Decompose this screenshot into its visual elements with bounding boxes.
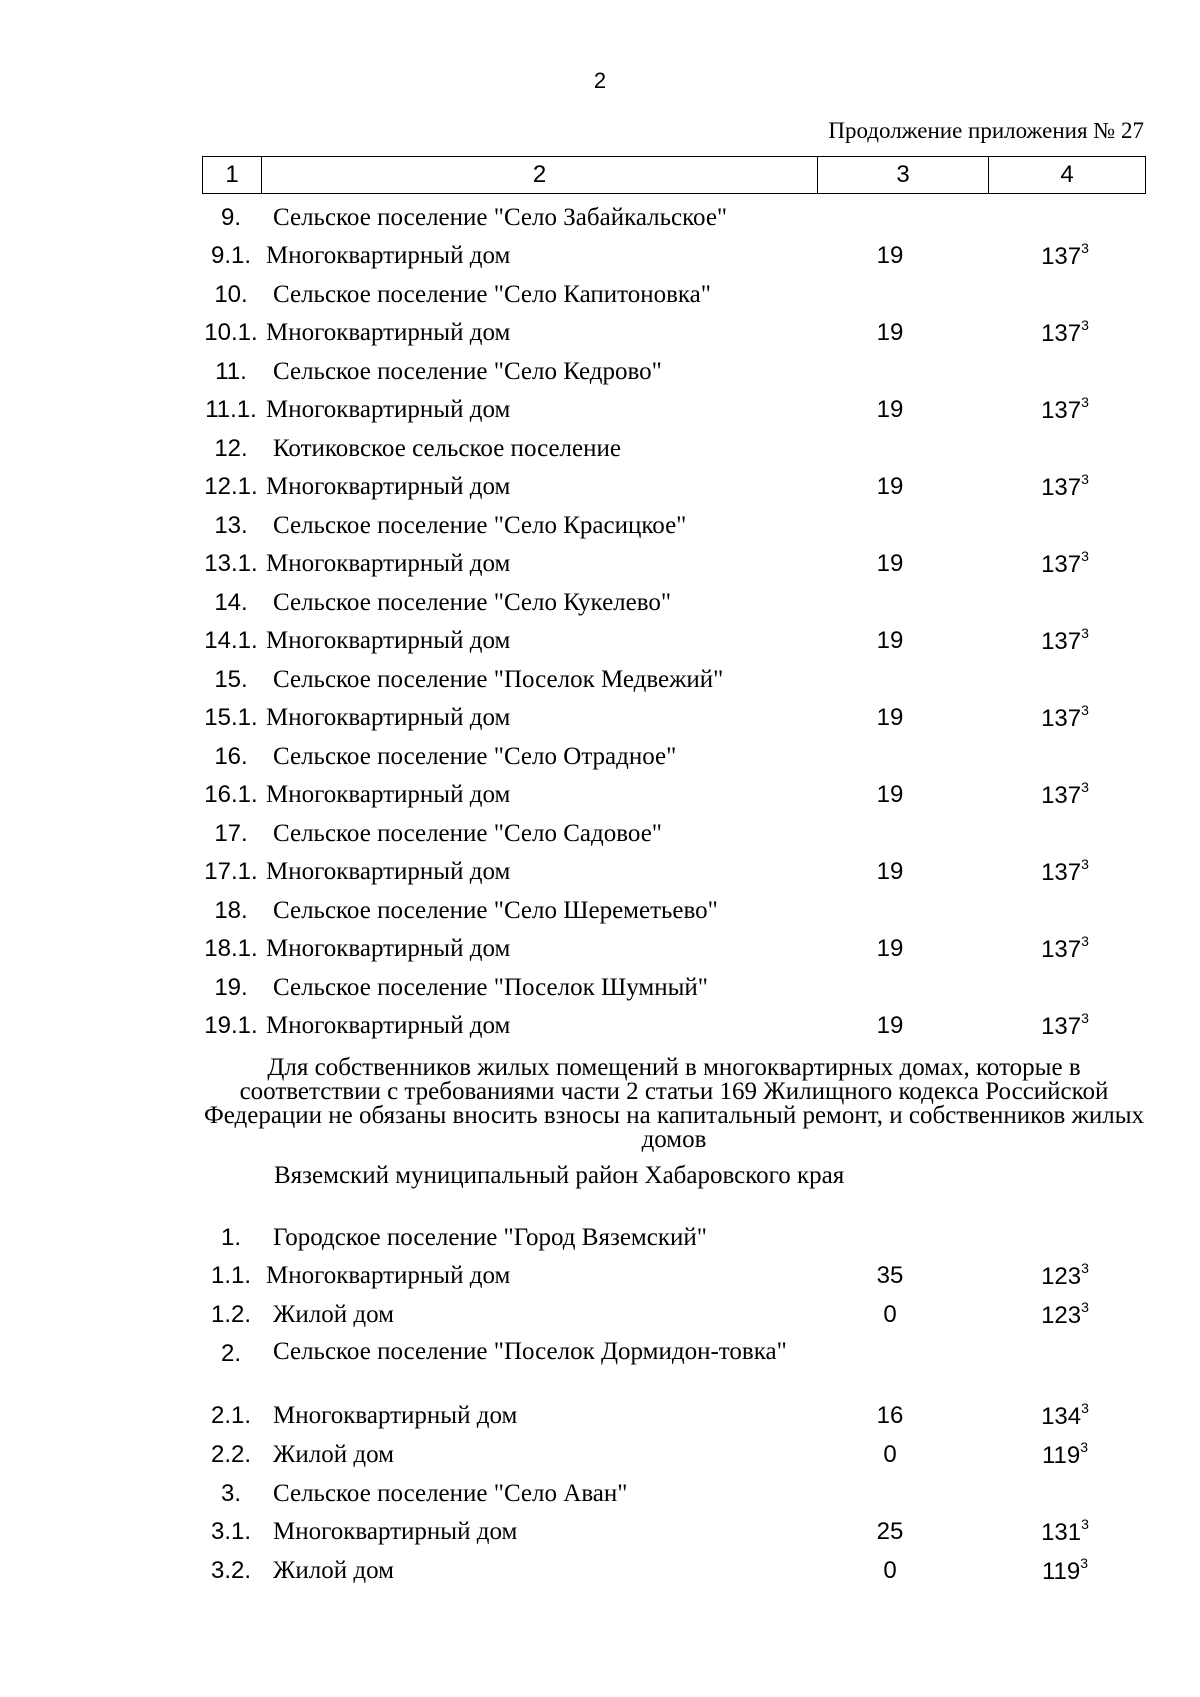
- row-name: Сельское поселение "Село Отрадное": [273, 743, 677, 770]
- building-row: [0, 1262, 1200, 1296]
- building-row: [0, 704, 1200, 738]
- row-name: Сельское поселение "Село Забайкальское": [273, 204, 728, 231]
- column-4-value: $137^3$: [1041, 548, 1089, 578]
- row-name: Многоквартирный дом: [266, 935, 511, 962]
- row-name: Многоквартирный дом: [266, 550, 511, 577]
- row-number: 2.2.: [210, 1441, 252, 1468]
- building-row: [0, 781, 1200, 815]
- building-row: [0, 319, 1200, 353]
- row-name: Котиковское сельское поселение: [273, 435, 621, 462]
- row-number: 2.1.: [210, 1402, 252, 1429]
- column-header-table: [202, 156, 1146, 194]
- row-name: Сельское поселение "Поселок Дормидон-товка": [273, 1338, 787, 1365]
- column-3-value: 19: [876, 319, 904, 346]
- column-3-value: 16: [876, 1402, 904, 1429]
- continuation-caption: Продолжение приложения № 27: [828, 118, 1144, 143]
- column-4-value: $123^3$: [1041, 1260, 1089, 1290]
- district-heading: Вяземский муниципальный район Хабаровского края: [274, 1162, 845, 1189]
- row-number: 1.2.: [210, 1301, 252, 1328]
- settlement-row: [0, 512, 1200, 546]
- row-name: Городское поселение "Город Вяземский": [273, 1224, 707, 1251]
- row-number: 11.: [215, 358, 247, 385]
- row-number: 12.: [214, 435, 248, 462]
- row-number: 14.1.: [204, 627, 258, 654]
- column-3-value: 19: [876, 627, 904, 654]
- row-name: Сельское поселение "Село Кукелево": [273, 589, 672, 616]
- column-4-value: $119^3$: [1041, 1555, 1089, 1585]
- row-name: Сельское поселение "Село Красицкое": [273, 512, 687, 539]
- column-3-value: 19: [876, 1012, 904, 1039]
- settlement-row: [0, 897, 1200, 931]
- row-number: 17.1.: [204, 858, 258, 885]
- column-header-2: 2: [262, 157, 818, 194]
- building-row: [0, 627, 1200, 661]
- column-3-value: 19: [876, 550, 904, 577]
- column-4-value: $137^3$: [1041, 702, 1089, 732]
- column-4-value: $137^3$: [1041, 779, 1089, 809]
- row-number: 2.: [220, 1340, 241, 1367]
- row-name: Сельское поселение "Поселок Шумный": [273, 974, 708, 1001]
- row-name: Сельское поселение "Село Шереметьево": [273, 897, 718, 924]
- settlement-row: [0, 1340, 1200, 1398]
- row-name: Многоквартирный дом: [273, 1518, 518, 1545]
- settlement-row: [0, 666, 1200, 700]
- column-3-value: 19: [876, 935, 904, 962]
- column-3-value: 0: [883, 1301, 897, 1328]
- building-row: [0, 858, 1200, 892]
- row-number: 16.1.: [204, 781, 258, 808]
- row-number: 3.2.: [210, 1557, 252, 1584]
- row-name: Сельское поселение "Село Капитоновка": [273, 281, 711, 308]
- row-number: 9.: [220, 204, 241, 231]
- settlement-row: [0, 358, 1200, 392]
- row-number: 15.: [214, 666, 248, 693]
- row-number: 1.: [220, 1224, 241, 1251]
- settlement-row: [0, 974, 1200, 1008]
- column-4-value: $137^3$: [1041, 625, 1089, 655]
- column-4-value: $137^3$: [1041, 856, 1089, 886]
- row-name: Сельское поселение "Село Кедрово": [273, 358, 662, 385]
- row-name: Многоквартирный дом: [266, 1012, 511, 1039]
- row-name: Многоквартирный дом: [266, 473, 511, 500]
- column-3-value: 0: [883, 1557, 897, 1584]
- row-number: 19.1.: [204, 1012, 258, 1039]
- column-3-value: 19: [876, 704, 904, 731]
- row-number: 17.: [214, 820, 248, 847]
- row-number: 12.1.: [204, 473, 258, 500]
- column-3-value: 35: [876, 1262, 904, 1289]
- row-name: Жилой дом: [273, 1301, 394, 1328]
- page-number: 2: [593, 68, 607, 93]
- column-4-value: $137^3$: [1041, 240, 1089, 270]
- row-number: 3.: [220, 1480, 241, 1507]
- row-number: 10.1.: [204, 319, 258, 346]
- building-row: [0, 396, 1200, 430]
- row-name: Многоквартирный дом: [266, 396, 511, 423]
- row-number: 9.1.: [210, 242, 252, 269]
- row-name: Жилой дом: [273, 1441, 394, 1468]
- column-4-value: $137^3$: [1041, 317, 1089, 347]
- row-number: 11.1.: [205, 396, 257, 423]
- row-number: 13.: [214, 512, 248, 539]
- row-name: Многоквартирный дом: [266, 704, 511, 731]
- column-4-value: $137^3$: [1041, 1010, 1089, 1040]
- column-4-value: $134^3$: [1041, 1400, 1089, 1430]
- row-number: 19.: [214, 974, 248, 1001]
- row-number: 15.1.: [204, 704, 258, 731]
- column-3-value: 19: [876, 242, 904, 269]
- column-4-value: $137^3$: [1041, 394, 1089, 424]
- row-number: 10.: [214, 281, 248, 308]
- building-row: [0, 1557, 1200, 1591]
- row-name: Многоквартирный дом: [273, 1402, 518, 1429]
- column-3-value: 19: [876, 396, 904, 423]
- row-name: Многоквартирный дом: [266, 1262, 511, 1289]
- row-name: Многоквартирный дом: [266, 781, 511, 808]
- column-3-value: 0: [883, 1441, 897, 1468]
- column-3-value: 19: [876, 858, 904, 885]
- building-row: [0, 1441, 1200, 1475]
- row-name: Многоквартирный дом: [266, 627, 511, 654]
- building-row: [0, 473, 1200, 507]
- column-header-3: 3: [818, 157, 989, 194]
- building-row: [0, 242, 1200, 276]
- building-row: [0, 550, 1200, 584]
- settlement-row: [0, 820, 1200, 854]
- row-name: Жилой дом: [273, 1557, 394, 1584]
- settlement-row: [0, 589, 1200, 623]
- row-name: Сельское поселение "Село Аван": [273, 1480, 628, 1507]
- settlement-row: [0, 743, 1200, 777]
- settlement-row: [0, 281, 1200, 315]
- building-row: [0, 1301, 1200, 1335]
- row-name: Многоквартирный дом: [266, 858, 511, 885]
- column-4-value: $123^3$: [1041, 1299, 1089, 1329]
- settlement-row: [0, 204, 1200, 238]
- row-name: Многоквартирный дом: [266, 319, 511, 346]
- row-name: Сельское поселение "Поселок Медвежий": [273, 666, 724, 693]
- building-row: [0, 1518, 1200, 1552]
- row-number: 1.1.: [210, 1262, 252, 1289]
- column-4-value: $137^3$: [1041, 933, 1089, 963]
- row-name: Многоквартирный дом: [266, 242, 511, 269]
- column-4-value: $131^3$: [1041, 1516, 1089, 1546]
- building-row: [0, 1012, 1200, 1046]
- section-title: Для собственников жилых помещений в многоквартирных домах, которые в соответствии с требованиями части 2 статьи 169 Жилищного кодекса Российской Федерации не обязаны вносить взносы на капитальный ремонт, и собственников жилых домов: [203, 1054, 1144, 1153]
- settlement-row: [0, 435, 1200, 469]
- row-number: 16.: [214, 743, 248, 770]
- column-3-value: 25: [876, 1518, 904, 1545]
- column-4-value: $119^3$: [1041, 1439, 1089, 1469]
- column-header-1: 1: [203, 157, 262, 194]
- column-3-value: 19: [876, 473, 904, 500]
- settlement-row: [0, 1224, 1200, 1258]
- row-number: 18.: [214, 897, 248, 924]
- column-3-value: 19: [876, 781, 904, 808]
- row-number: 14.: [214, 589, 248, 616]
- row-number: 3.1.: [210, 1518, 252, 1545]
- row-number: 18.1.: [204, 935, 258, 962]
- row-number: 13.1.: [204, 550, 258, 577]
- building-row: [0, 935, 1200, 969]
- settlement-row: [0, 1480, 1200, 1514]
- building-row: [0, 1402, 1200, 1436]
- column-4-value: $137^3$: [1041, 471, 1089, 501]
- row-name: Сельское поселение "Село Садовое": [273, 820, 662, 847]
- column-header-4: 4: [989, 157, 1146, 194]
